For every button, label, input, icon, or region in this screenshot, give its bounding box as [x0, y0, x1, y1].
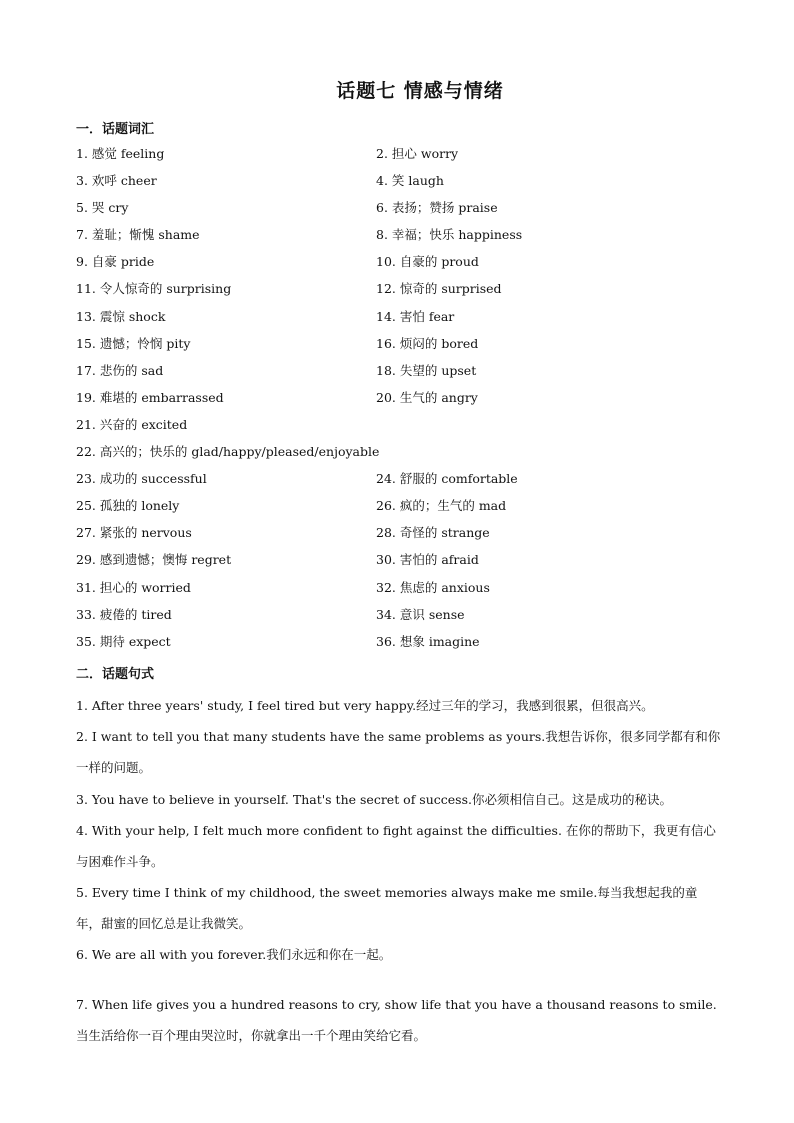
vocab-item: 29. 感到遗憾；懊悔 regret	[76, 552, 232, 568]
sentence-item: 6. We are all with you forever.我们永远和你在一起。	[76, 947, 392, 962]
vocab-item: 14. 害怕 fear	[376, 308, 455, 324]
vocab-item: 13. 震惊 shock	[76, 308, 166, 324]
vocab-item: 6. 表扬；赞扬 praise	[376, 200, 498, 216]
vocab-item: 11. 令人惊奇的 surprising	[76, 281, 232, 297]
vocab-item: 17. 悲伤的 sad	[76, 362, 164, 378]
vocab-row	[76, 633, 736, 660]
vocab-item: 24. 舒服的 comfortable	[376, 471, 518, 487]
vocab-item: 25. 孤独的 lonely	[76, 498, 180, 514]
vocab-item: 7. 羞耻；惭愧 shame	[76, 227, 200, 243]
vocab-row	[76, 606, 736, 633]
vocab-item: 5. 哭 cry	[76, 200, 129, 216]
vocab-item: 9. 自豪 pride	[76, 254, 155, 270]
vocab-row	[76, 172, 736, 199]
sentence-item: 7. When life gives you a hundred reasons to cry, show life that you have a thousand reasons to smile.当生活给你一百个理由哭泣时，你就拿出一千个理由笑给它看。	[76, 997, 717, 1043]
vocab-item: 28. 奇怪的 strange	[376, 525, 490, 541]
vocab-item: 15. 遗憾；怜悯 pity	[76, 335, 191, 351]
sentence-item: 4. With your help, I felt much more confident to fight against the difficulties. 在你的帮助下，我更有信心与困难作斗争。	[76, 823, 716, 869]
vocab-item: 4. 笑 laugh	[376, 173, 444, 189]
vocab-row	[76, 497, 736, 524]
sentence-item: 1. After three years' study, I feel tired but very happy.经过三年的学习，我感到很累，但很高兴。	[76, 698, 654, 713]
sentence-item: 5. Every time I think of my childhood, the sweet memories always make me smile.每当我想起我的童年，甜蜜的回忆总是让我微笑。	[76, 885, 698, 931]
vocab-row	[76, 416, 736, 443]
vocab-item: 36. 想象 imagine	[376, 633, 480, 649]
sentence-item: 3. You have to believe in yourself. That's the secret of success.你必须相信自己。这是成功的秘诀。	[76, 792, 672, 807]
vocab-row	[76, 579, 736, 606]
vocab-item: 26. 疯的；生气的 mad	[376, 498, 507, 514]
vocab-row	[76, 443, 736, 470]
vocabulary-list	[76, 145, 736, 660]
vocab-item: 22. 高兴的；快乐的 glad/happy/pleased/enjoyable	[76, 444, 380, 460]
vocab-item: 30. 害怕的 afraid	[376, 552, 479, 568]
vocab-item: 20. 生气的 angry	[376, 389, 478, 405]
vocab-item: 18. 失望的 upset	[376, 362, 477, 378]
vocab-row	[76, 524, 736, 551]
vocab-item: 3. 欢呼 cheer	[76, 173, 157, 189]
sentence-item: 2. I want to tell you that many students have the same problems as yours.我想告诉你，很多同学都有和你一样的问题。	[76, 729, 721, 775]
vocab-item: 34. 意识 sense	[376, 606, 465, 622]
vocab-item: 12. 惊奇的 surprised	[376, 281, 502, 297]
vocab-row	[76, 199, 736, 226]
vocab-item: 21. 兴奋的 excited	[76, 416, 188, 432]
vocab-item: 10. 自豪的 proud	[376, 254, 479, 270]
vocab-row	[76, 145, 736, 172]
vocab-item: 19. 难堪的 embarrassed	[76, 389, 224, 405]
vocab-item: 33. 疲倦的 tired	[76, 606, 172, 622]
section-heading-vocabulary: 一．话题词汇	[76, 122, 155, 137]
vocab-item: 31. 担心的 worried	[76, 579, 191, 595]
vocab-row	[76, 280, 736, 307]
vocab-item: 32. 焦虑的 anxious	[376, 579, 490, 595]
vocab-row	[76, 335, 736, 362]
vocab-row	[76, 362, 736, 389]
vocab-row	[76, 470, 736, 497]
section-heading-sentences: 二．话题句式	[76, 667, 155, 682]
vocab-row	[76, 308, 736, 335]
page-title: 话题七 情感与情绪	[336, 80, 504, 102]
vocab-item: 27. 紧张的 nervous	[76, 525, 192, 541]
vocab-row	[76, 253, 736, 280]
vocab-row	[76, 226, 736, 253]
vocab-item: 2. 担心 worry	[376, 146, 459, 161]
vocab-item: 35. 期待 expect	[76, 633, 171, 649]
vocab-item: 23. 成功的 successful	[76, 471, 207, 487]
vocab-item: 1. 感觉 feeling	[76, 146, 165, 161]
vocab-item: 8. 幸福；快乐 happiness	[376, 227, 523, 243]
vocab-row	[76, 389, 736, 416]
vocab-item: 16. 烦闷的 bored	[376, 335, 479, 351]
vocab-row	[76, 551, 736, 578]
